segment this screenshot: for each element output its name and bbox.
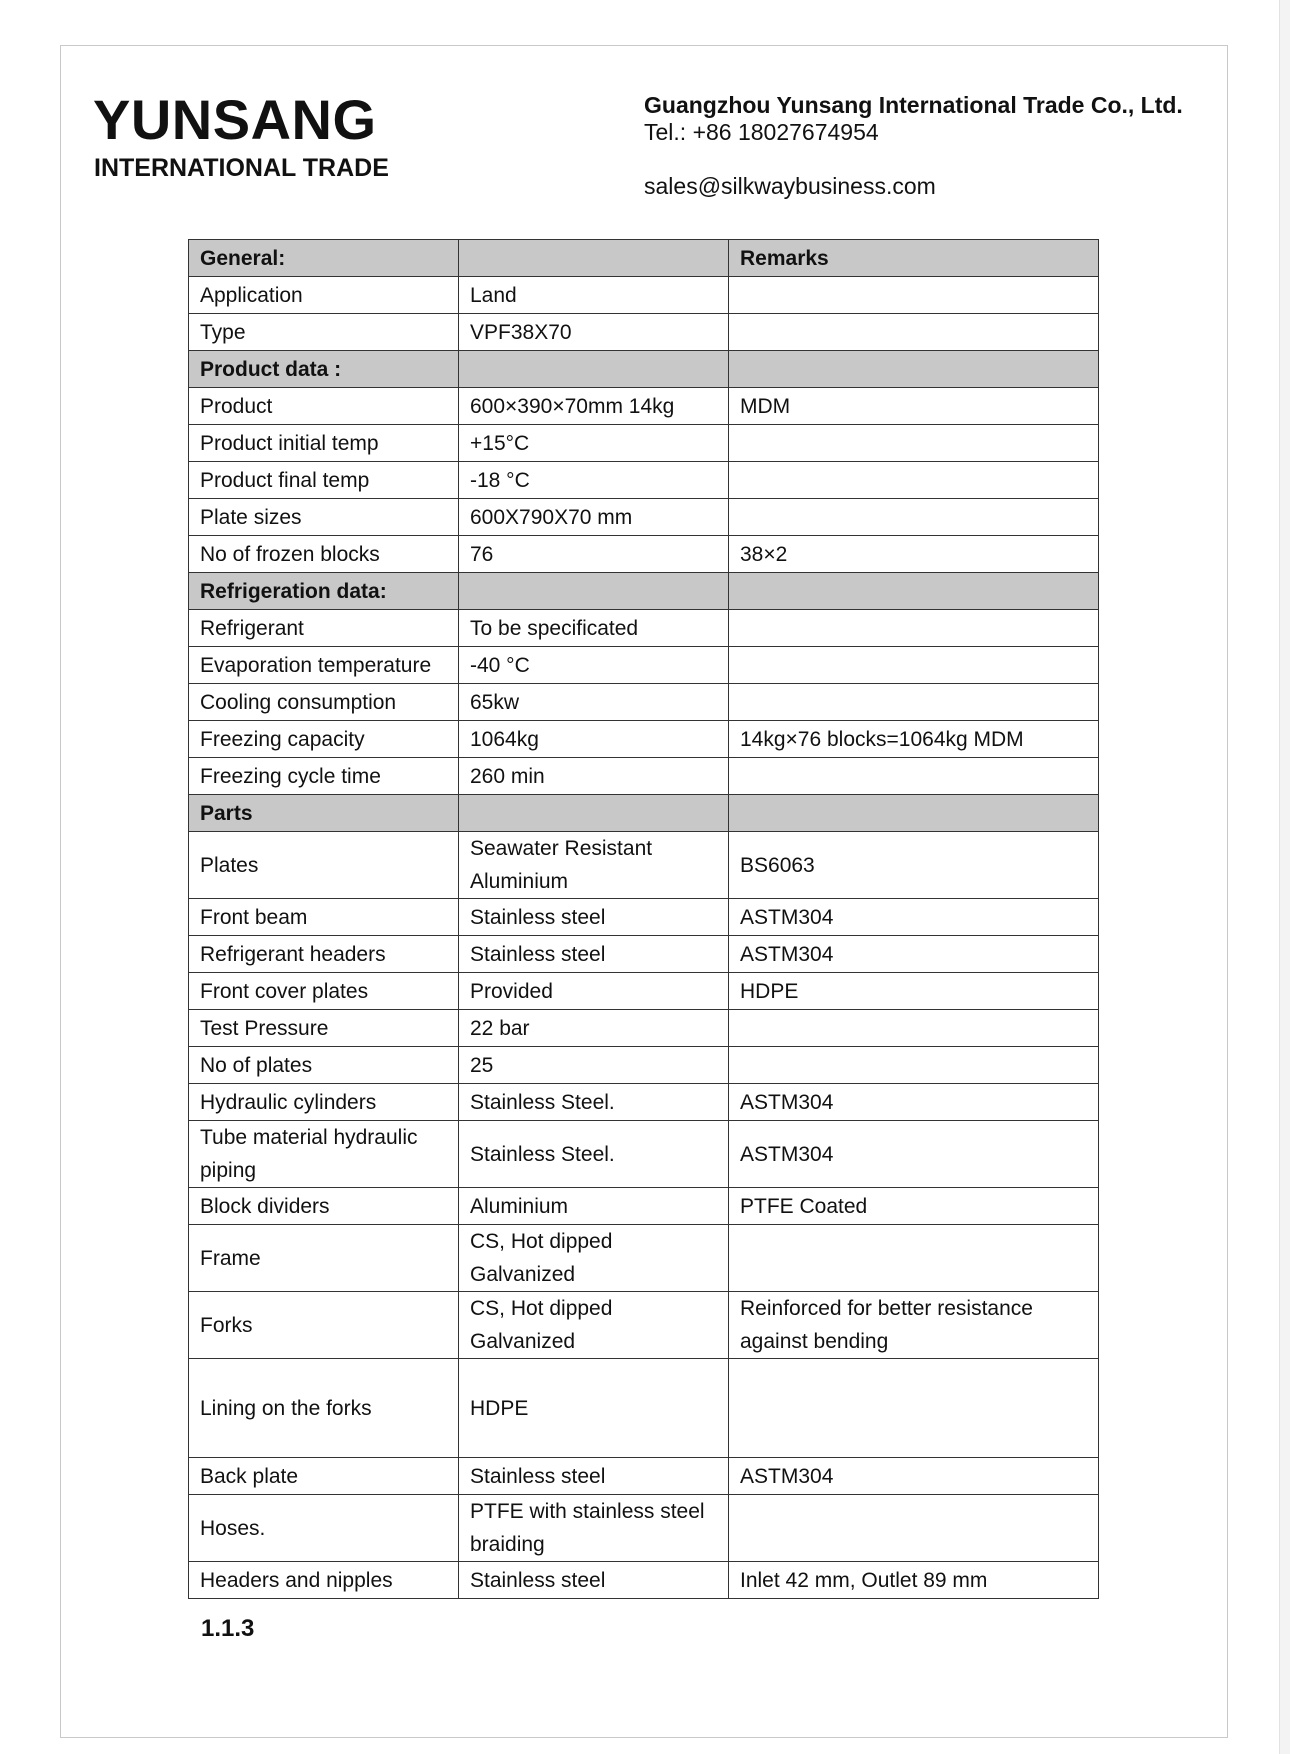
- table-section-row: [189, 351, 1099, 388]
- spec-label-cell: General:: [189, 240, 459, 277]
- specification-table: [188, 239, 1099, 1599]
- spec-value-cell: CS, Hot dipped Galvanized: [459, 1225, 729, 1292]
- spec-label-cell: Evaporation temperature: [189, 647, 459, 684]
- spec-remark-cell: ASTM304: [729, 1084, 1099, 1121]
- spec-remark-cell: Remarks: [729, 240, 1099, 277]
- spec-label-cell: No of frozen blocks: [189, 536, 459, 573]
- spec-label-cell: Test Pressure: [189, 1010, 459, 1047]
- spec-remark-cell: [729, 425, 1099, 462]
- spec-value-cell: Seawater Resistant Aluminium: [459, 832, 729, 899]
- table-row: [189, 462, 1099, 499]
- table-row: [189, 425, 1099, 462]
- spec-remark-cell: [729, 1010, 1099, 1047]
- spec-value-cell: 1064kg: [459, 721, 729, 758]
- spec-value-cell: HDPE: [459, 1359, 729, 1458]
- spec-value-cell: Stainless Steel.: [459, 1084, 729, 1121]
- spec-remark-cell: [729, 647, 1099, 684]
- spec-remark-cell: [729, 462, 1099, 499]
- spec-value-cell: 76: [459, 536, 729, 573]
- spec-remark-cell: [729, 684, 1099, 721]
- spec-value-cell: Provided: [459, 973, 729, 1010]
- spec-remark-cell: [729, 795, 1099, 832]
- spec-value-cell: Aluminium: [459, 1188, 729, 1225]
- spec-remark-cell: [729, 1047, 1099, 1084]
- table-section-row: [189, 573, 1099, 610]
- spec-label-cell: Forks: [189, 1292, 459, 1359]
- spec-value-cell: Stainless Steel.: [459, 1121, 729, 1188]
- spec-remark-cell: ASTM304: [729, 936, 1099, 973]
- table-row: [189, 1495, 1099, 1562]
- spec-value-cell: VPF38X70: [459, 314, 729, 351]
- spec-value-cell: [459, 573, 729, 610]
- spec-remark-cell: [729, 277, 1099, 314]
- spec-value-cell: 25: [459, 1047, 729, 1084]
- spec-label-cell: Product data :: [189, 351, 459, 388]
- table-row: [189, 1225, 1099, 1292]
- table-row: [189, 1084, 1099, 1121]
- table-row: [189, 1458, 1099, 1495]
- spec-value-cell: CS, Hot dipped Galvanized: [459, 1292, 729, 1359]
- table-row: [189, 499, 1099, 536]
- spec-remark-cell: ASTM304: [729, 1458, 1099, 1495]
- spec-label-cell: Front cover plates: [189, 973, 459, 1010]
- table-row: [189, 1047, 1099, 1084]
- spec-value-cell: 600X790X70 mm: [459, 499, 729, 536]
- spec-value-cell: [459, 795, 729, 832]
- spec-remark-cell: [729, 573, 1099, 610]
- table-row: [189, 536, 1099, 573]
- table-row: [189, 277, 1099, 314]
- table-row: [189, 647, 1099, 684]
- spec-remark-cell: BS6063: [729, 832, 1099, 899]
- spec-remark-cell: Inlet 42 mm, Outlet 89 mm: [729, 1562, 1099, 1599]
- document-section-number: 1.1.3: [201, 1615, 255, 1642]
- table-row: [189, 610, 1099, 647]
- table-row: [189, 1359, 1099, 1458]
- spec-label-cell: Hydraulic cylinders: [189, 1084, 459, 1121]
- table-row: [189, 1292, 1099, 1359]
- spec-value-cell: Stainless steel: [459, 936, 729, 973]
- company-logo-text: YUNSANG: [93, 88, 377, 151]
- spec-label-cell: Plate sizes: [189, 499, 459, 536]
- spec-label-cell: Plates: [189, 832, 459, 899]
- table-row: [189, 758, 1099, 795]
- spec-remark-cell: 14kg×76 blocks=1064kg MDM: [729, 721, 1099, 758]
- table-row: [189, 899, 1099, 936]
- spec-value-cell: 65kw: [459, 684, 729, 721]
- spec-value-cell: Stainless steel: [459, 1562, 729, 1599]
- spec-value-cell: 260 min: [459, 758, 729, 795]
- spec-value-cell: -40 °C: [459, 647, 729, 684]
- spec-label-cell: Frame: [189, 1225, 459, 1292]
- spec-label-cell: Tube material hydraulic piping: [189, 1121, 459, 1188]
- company-logo-subtitle: INTERNATIONAL TRADE: [94, 154, 389, 182]
- spec-value-cell: Stainless steel: [459, 1458, 729, 1495]
- table-row: [189, 721, 1099, 758]
- company-email: sales@silkwaybusiness.com: [644, 173, 936, 199]
- spec-remark-cell: [729, 351, 1099, 388]
- spec-label-cell: Refrigerant headers: [189, 936, 459, 973]
- table-section-row: [189, 795, 1099, 832]
- spec-remark-cell: HDPE: [729, 973, 1099, 1010]
- spec-label-cell: Back plate: [189, 1458, 459, 1495]
- spec-label-cell: Headers and nipples: [189, 1562, 459, 1599]
- spec-remark-cell: [729, 314, 1099, 351]
- spec-value-cell: Land: [459, 277, 729, 314]
- spec-label-cell: Front beam: [189, 899, 459, 936]
- spec-remark-cell: [729, 1225, 1099, 1292]
- table-row: [189, 388, 1099, 425]
- spec-label-cell: Freezing cycle time: [189, 758, 459, 795]
- spec-label-cell: Cooling consumption: [189, 684, 459, 721]
- specification-table-body: [189, 240, 1099, 1599]
- table-row: [189, 1010, 1099, 1047]
- spec-remark-cell: PTFE Coated: [729, 1188, 1099, 1225]
- spec-label-cell: No of plates: [189, 1047, 459, 1084]
- table-row: [189, 1188, 1099, 1225]
- spec-value-cell: [459, 351, 729, 388]
- spec-label-cell: Freezing capacity: [189, 721, 459, 758]
- table-row: [189, 832, 1099, 899]
- table-row: [189, 1121, 1099, 1188]
- spec-label-cell: Type: [189, 314, 459, 351]
- table-row: [189, 314, 1099, 351]
- table-row: [189, 936, 1099, 973]
- spec-label-cell: Refrigerant: [189, 610, 459, 647]
- viewer-scroll-edge: [1279, 0, 1290, 1754]
- spec-value-cell: To be specificated: [459, 610, 729, 647]
- spec-remark-cell: ASTM304: [729, 899, 1099, 936]
- spec-label-cell: Refrigeration data:: [189, 573, 459, 610]
- spec-value-cell: 600×390×70mm 14kg: [459, 388, 729, 425]
- spec-remark-cell: ASTM304: [729, 1121, 1099, 1188]
- spec-value-cell: Stainless steel: [459, 899, 729, 936]
- spec-label-cell: Parts: [189, 795, 459, 832]
- spec-remark-cell: MDM: [729, 388, 1099, 425]
- spec-label-cell: Application: [189, 277, 459, 314]
- spec-label-cell: Product: [189, 388, 459, 425]
- table-row: [189, 1562, 1099, 1599]
- spec-label-cell: Product final temp: [189, 462, 459, 499]
- spec-remark-cell: [729, 1359, 1099, 1458]
- spec-label-cell: Block dividers: [189, 1188, 459, 1225]
- spec-remark-cell: [729, 610, 1099, 647]
- spec-value-cell: [459, 240, 729, 277]
- spec-value-cell: -18 °C: [459, 462, 729, 499]
- company-name: Guangzhou Yunsang International Trade Co., Ltd.: [644, 92, 1183, 118]
- spec-remark-cell: Reinforced for better resistance against bending: [729, 1292, 1099, 1359]
- spec-remark-cell: 38×2: [729, 536, 1099, 573]
- spec-value-cell: +15°C: [459, 425, 729, 462]
- spec-value-cell: PTFE with stainless steel braiding: [459, 1495, 729, 1562]
- spec-remark-cell: [729, 1495, 1099, 1562]
- table-section-row: [189, 240, 1099, 277]
- spec-label-cell: Lining on the forks: [189, 1359, 459, 1458]
- spec-value-cell: 22 bar: [459, 1010, 729, 1047]
- spec-remark-cell: [729, 499, 1099, 536]
- company-phone: Tel.: +86 18027674954: [644, 119, 879, 145]
- spec-remark-cell: [729, 758, 1099, 795]
- table-row: [189, 973, 1099, 1010]
- table-row: [189, 684, 1099, 721]
- spec-label-cell: Hoses.: [189, 1495, 459, 1562]
- spec-label-cell: Product initial temp: [189, 425, 459, 462]
